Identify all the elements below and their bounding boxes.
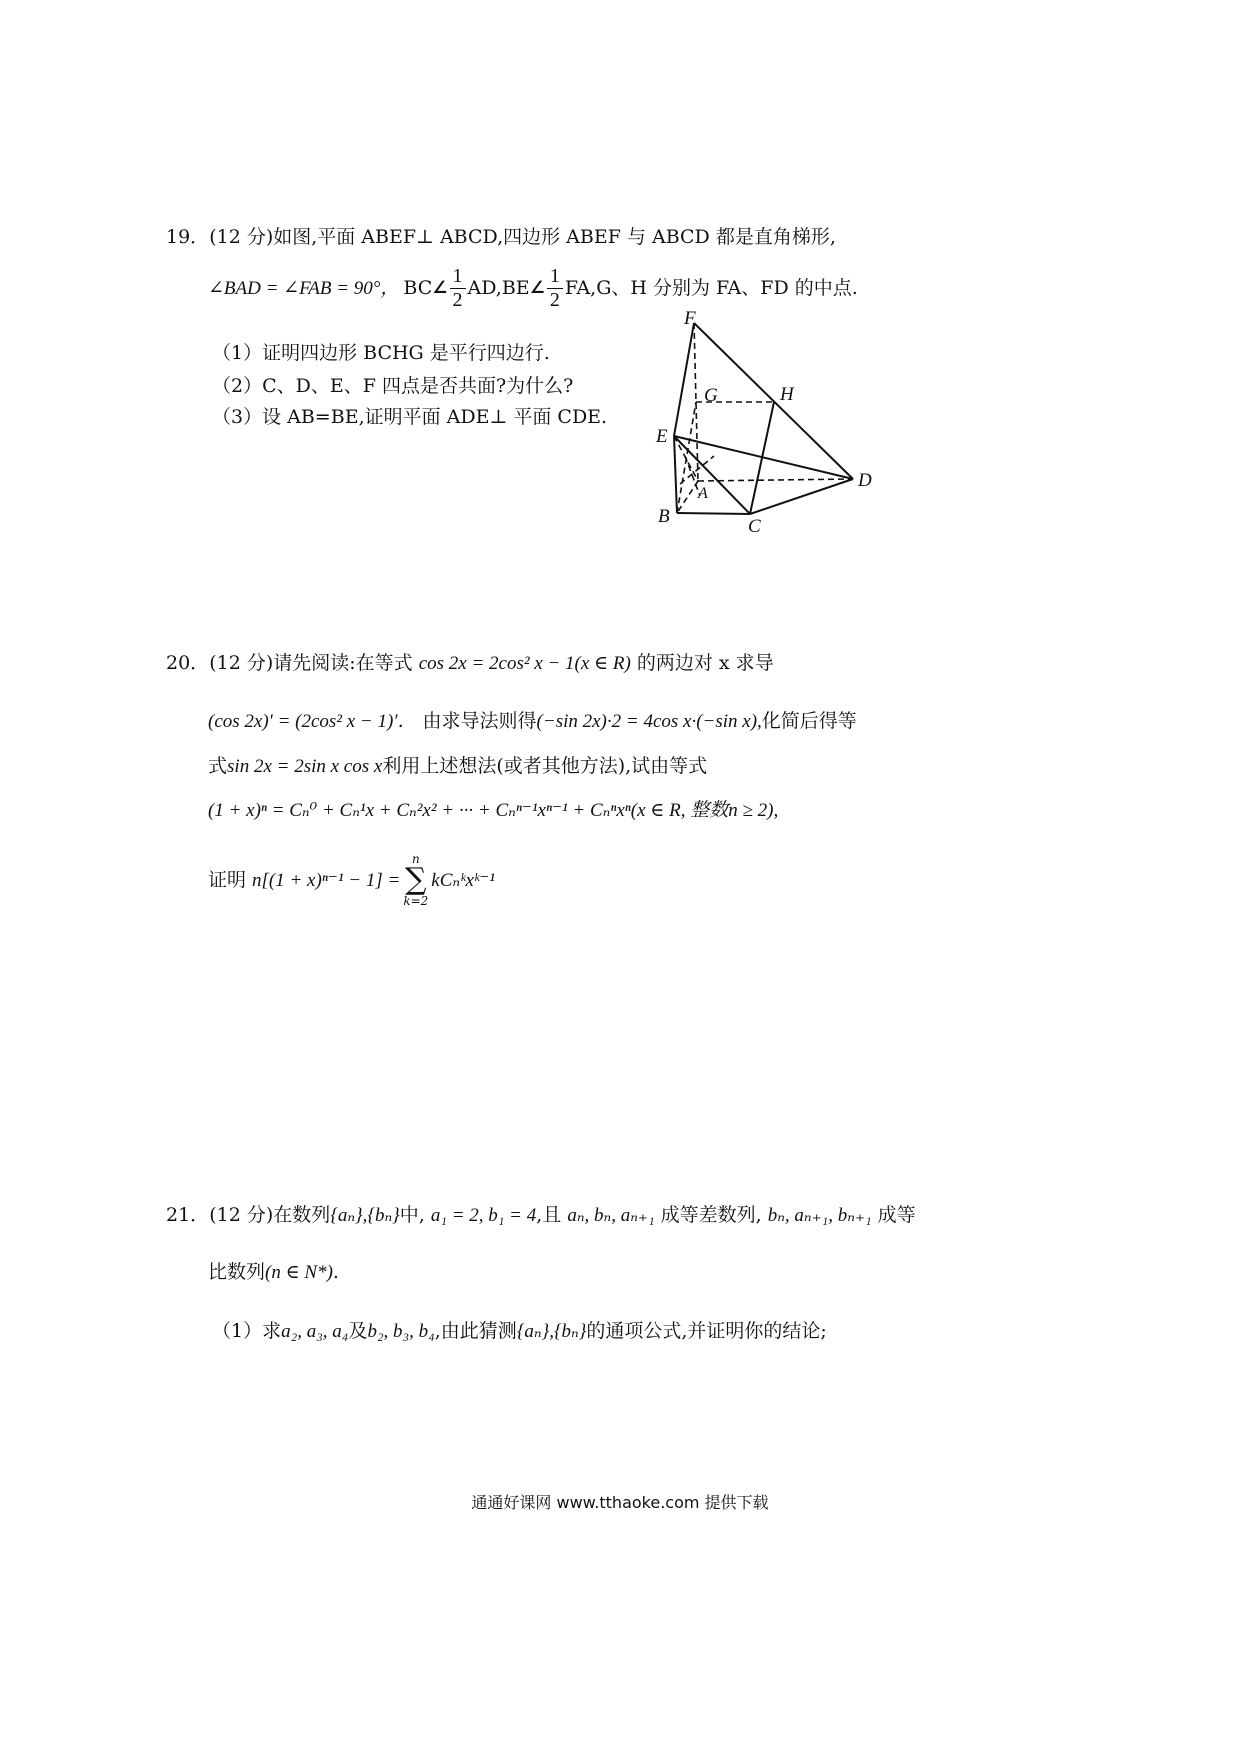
edge-ed (674, 436, 853, 479)
q21-line1-mid: 中, (399, 1204, 425, 1226)
q21-sub1-mid: 及 (348, 1320, 368, 1342)
q21-arith-terms: aₙ, bₙ, aₙ₊₁ (567, 1205, 655, 1226)
edge-cd (750, 479, 853, 514)
q19-intro: (12 分)如图,平面 ABEF⊥ ABCD,四边形 ABEF 与 ABCD 都是直角梯形, (209, 226, 836, 248)
edge-bg-dashed (677, 402, 696, 513)
q21-line1-text: (12 分)在数列 (209, 1204, 331, 1226)
q21-line-1 (166, 1206, 916, 1225)
q21-number: 21． (166, 1204, 210, 1226)
q19-midpoint-condition: FA,G、H 分别为 FA、FD 的中点. (564, 276, 858, 299)
q20-line2-tail: 化简后得等 (761, 710, 857, 732)
q19-subquestion-1: （1）证明四边形 BCHG 是平行四边行. (212, 342, 550, 364)
q20-line1-math: cos 2x = 2cos² x − 1(x ∈ R) (418, 653, 631, 674)
q21-line1-mid3: 成等差数列, (660, 1204, 762, 1226)
q20-line-2 (208, 712, 857, 731)
q19-fraction-2: $\frac{1}{2}$ (547, 265, 563, 312)
q20-line-5 (208, 850, 495, 910)
q21-subquestion-1 (212, 1322, 827, 1341)
q21-line1-tail: 成等 (877, 1204, 916, 1226)
q20-line3-math: sin 2x = 2sin x cos x (227, 756, 383, 777)
q20-binomial-expansion: (1 + x)ⁿ = Cₙ⁰ + Cₙ¹x + Cₙ²x² + ··· + Cₙⁿ⁻¹xⁿ⁻¹ + Cₙⁿxⁿ(x ∈ R, 整数n ≥ 2), (208, 800, 779, 821)
q20-sum-term: kCₙᵏxᵏ⁻¹ (431, 869, 495, 891)
q21-sub1-mid2: ,由此猜测 (434, 1320, 517, 1342)
q21-sequences: {aₙ},{bₙ} (330, 1205, 400, 1226)
figure-label-f: F (684, 308, 696, 329)
sum-lower-limit: k=2 (403, 894, 429, 908)
q21-line2-text: 比数列 (208, 1261, 266, 1283)
q20-line3-text: 式 (208, 755, 228, 777)
q20-prove-label: 证明 (208, 868, 247, 891)
figure-label-b: B (658, 506, 670, 527)
sum-upper-limit: n (411, 852, 420, 866)
q20-line-3 (208, 757, 707, 776)
q21-initial-values: a₁ = 2, b₁ = 4 (430, 1205, 537, 1226)
edge-fd (694, 323, 853, 479)
q19-fraction-1: $\frac{1}{2}$ (450, 265, 466, 312)
q19-ad-be-label: AD,BE (467, 276, 530, 299)
q21-line1-mid2: ,且 (536, 1204, 562, 1226)
edge-ad-dashed (698, 479, 853, 481)
q21-sub1-a-terms: a₂, a₃, a₄ (281, 1321, 349, 1342)
q20-line3-tail: 利用上述想法(或者其他方法),试由等式 (382, 755, 708, 777)
q21-sub1-b-terms: b₂, b₃, b₄ (367, 1321, 435, 1342)
edge-fe (674, 323, 694, 436)
q19-subquestion-2: （2）C、D、E、F 四点是否共面?为什么? (212, 375, 574, 397)
q19-bc-label: BC (403, 276, 433, 299)
summation-icon: ∑ (405, 862, 427, 897)
q20-line2-math2: (−sin 2x)·2 = 4cos x·(−sin x), (536, 711, 762, 732)
edge-ec (674, 436, 750, 514)
edge-hc (750, 402, 774, 514)
page-footer: 通通好课网 www.tthaoke.com 提供下载 (471, 1493, 769, 1512)
edge-bc (677, 513, 750, 514)
q20-line1-tail: 的两边对 x 求导 (636, 652, 774, 674)
q20-summation (403, 853, 428, 907)
q21-line-2 (208, 1263, 339, 1282)
figure-label-d: D (858, 470, 872, 491)
figure-label-g: G (704, 385, 718, 406)
figure-label-a: A (698, 485, 708, 502)
q21-sub1-text: （1）求 (212, 1320, 282, 1342)
q20-line1-text: (12 分)请先阅读:在等式 (209, 652, 413, 674)
q20-line2-text: 由求导法则得 (422, 710, 537, 732)
q19-number: 19． (166, 226, 210, 248)
parallel-equal-icon: ∠ (529, 277, 545, 298)
edge-eb (674, 436, 677, 513)
q21-sub1-sequences: {aₙ},{bₙ} (516, 1321, 587, 1342)
q20-proof-lhs: n[(1 + x)ⁿ⁻¹ − 1] = (252, 869, 401, 891)
parallel-equal-icon: ∠ (432, 277, 448, 298)
q19-geometry-figure (640, 306, 900, 538)
figure-label-e: E (656, 426, 668, 447)
q20-line-4 (208, 801, 778, 820)
q19-header (166, 228, 836, 247)
q21-geom-terms: bₙ, aₙ₊₁, bₙ₊₁ (767, 1205, 872, 1226)
edge-ab-dashed (677, 481, 698, 513)
q21-domain: (n ∈ N*) (265, 1262, 333, 1283)
figure-label-h: H (780, 384, 794, 405)
q20-number: 20． (166, 652, 210, 674)
q20-line-1 (166, 654, 774, 673)
q21-line2-tail: . (332, 1261, 339, 1283)
figure-label-c: C (748, 516, 761, 537)
q19-subquestion-3: （3）设 AB=BE,证明平面 ADE⊥ 平面 CDE. (212, 406, 608, 428)
q19-angle-condition: ∠BAD = ∠FAB = 90°， (208, 277, 400, 299)
q21-sub1-tail: 的通项公式,并证明你的结论; (586, 1320, 827, 1342)
q20-line2-math: (cos 2x)′ = (2cos² x − 1)′． (208, 711, 417, 732)
